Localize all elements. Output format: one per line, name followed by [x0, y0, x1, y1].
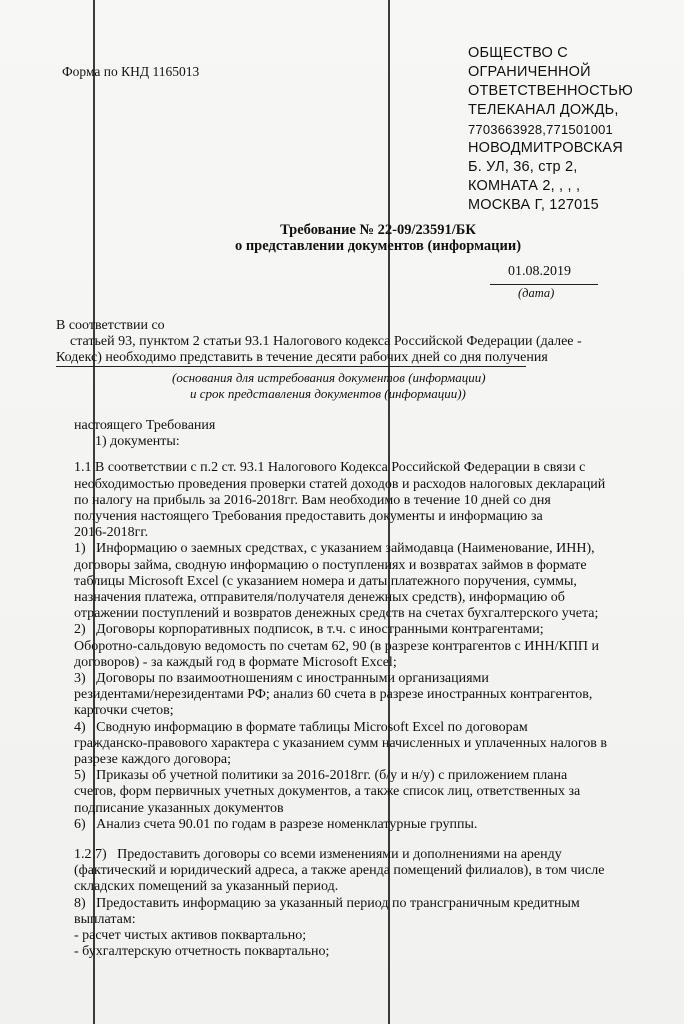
paragraph-line: 1) Информацию о заемных средствах, с указанием займодавца (Наименование, ИНН),	[74, 541, 595, 557]
date-underline	[490, 284, 598, 285]
document-title: Требование № 22-09/23591/БК	[280, 222, 476, 238]
paragraph-line: отражении поступлений и возвратов денежных средств на счетах бухгалтерского учета;	[74, 606, 599, 622]
paragraph-line: карточки счетов;	[74, 703, 174, 719]
paragraph-line: 6) Анализ счета 90.01 по годам в разрезе номенклатурные группы.	[74, 816, 478, 832]
requirements-body	[74, 418, 634, 961]
addressee-line: ОГРАНИЧЕННОЙ	[468, 64, 591, 80]
paragraph-line: необходимостью проведения проверки статей доходов и расходов налоговых деклараций	[74, 476, 606, 492]
addressee-line: Б. УЛ, 36, стр 2,	[468, 159, 578, 175]
paragraph-line: 4) Сводную информацию в формате таблицы Microsoft Excel по договорам	[74, 719, 528, 735]
body-intro: 1) документы:	[74, 434, 180, 450]
basis-paragraph	[56, 318, 582, 366]
paragraph-line: выплатам:	[74, 911, 136, 927]
basis-caption: (основания для истребования документов (информации)	[172, 370, 486, 385]
paragraph-line: резидентами/нерезидентами РФ; анализ 60 счета в разрезе иностранных контрагентов,	[74, 687, 593, 703]
paragraph-line: договоров) - за каждый год в формате Microsoft Excel;	[74, 654, 397, 670]
basis-line: статьей 93, пунктом 2 статьи 93.1 Налогового кодекса Российской Федерации (далее -	[56, 334, 582, 349]
paragraph-line: таблицы Microsoft Excel (с указанием номера и даты платежного поручения, суммы,	[74, 573, 577, 589]
paragraph-line: (фактический и юридический адреса, а также аренда помещений филиалов), в том числе	[74, 863, 605, 879]
body-intro: настоящего Требования	[74, 418, 216, 433]
addressee-line: МОСКВА Г, 127015	[468, 197, 599, 213]
addressee-line: НОВОДМИТРОВСКАЯ	[468, 140, 623, 156]
paragraph-line: 8) Предоставить информацию за указанный период по трансграничным кредитным	[74, 895, 580, 911]
form-code: Форма по КНД 1165013	[62, 64, 200, 79]
addressee-line: ТЕЛЕКАНАЛ ДОЖДЬ,	[468, 102, 619, 118]
paragraph-line: разрезе каждого договора;	[74, 752, 232, 768]
paragraph-line: 1.2 7) Предоставить договоры со всеми изменениями и дополнениями на аренду	[74, 847, 562, 863]
paragraph-line: договоры займа, сводную информацию о поступлениях и возвратах займов в формате	[74, 557, 587, 573]
paragraph-line: получения настоящего Требования предоставить документы и информацию за	[74, 509, 543, 525]
addressee-block	[468, 44, 633, 215]
paragraph-line: по налогу на прибыль за 2016-2018гг. Вам необходимо в течение 10 дней со дня	[74, 492, 551, 508]
paragraph-line: 5) Приказы об учетной политики за 2016-2018гг. (б/у и н/у) с приложением плана	[74, 768, 568, 784]
paragraph-line: 2016-2018гг.	[74, 525, 149, 541]
basis-line: Кодекс) необходимо представить в течение десяти рабочих дней со дня получения	[56, 350, 548, 365]
document-subtitle: о представлении документов (информации)	[234, 238, 522, 254]
addressee-line: ОТВЕТСТВЕННОСТЬЮ	[468, 83, 633, 99]
paragraph-line: Оборотно-сальдовую ведомость по счетам 62, 90 (в разрезе контрагентов с ИНН/КПП и	[74, 638, 600, 654]
basis-line: В соответствии со	[56, 318, 165, 333]
basis-underline	[56, 366, 526, 367]
basis-caption: и срок представления документов (информации))	[190, 386, 466, 401]
paragraph-line: счетов, форм первичных учетных документов, а также список лиц, ответственных за	[74, 784, 581, 800]
paragraph-line: подписание указанных документов	[74, 800, 284, 816]
document-date: 01.08.2019	[508, 264, 571, 279]
paragraph-line: назначения платежа, отправителя/получателя денежных средств), информацию об	[74, 590, 565, 606]
paragraph-line: - расчет чистых активов поквартально;	[74, 928, 307, 944]
addressee-line: КОМНАТА 2, , , ,	[468, 178, 581, 194]
paragraph-line: 2) Договоры корпоративных подписок, в т.ч. с иностранными контрагентами;	[74, 622, 544, 638]
paragraph-line: - бухгалтерскую отчетность поквартально;	[74, 944, 330, 960]
addressee-line: ОБЩЕСТВО С	[468, 45, 568, 61]
paragraph-line: 3) Договоры по взаимоотношениям с иностранными организациями	[74, 671, 489, 687]
date-caption: (дата)	[518, 286, 555, 300]
addressee-line: 7703663928,771501001	[468, 122, 613, 137]
paragraph-line: складских помещений за указанный период.	[74, 879, 339, 895]
paragraph-line: гражданско-правового характера с указанием сумм начисленных и уплаченных налогов в	[74, 735, 608, 751]
paragraph-line: 1.1 В соответствии с п.2 ст. 93.1 Налогового Кодекса Российской Федерации в связи с	[74, 460, 586, 476]
